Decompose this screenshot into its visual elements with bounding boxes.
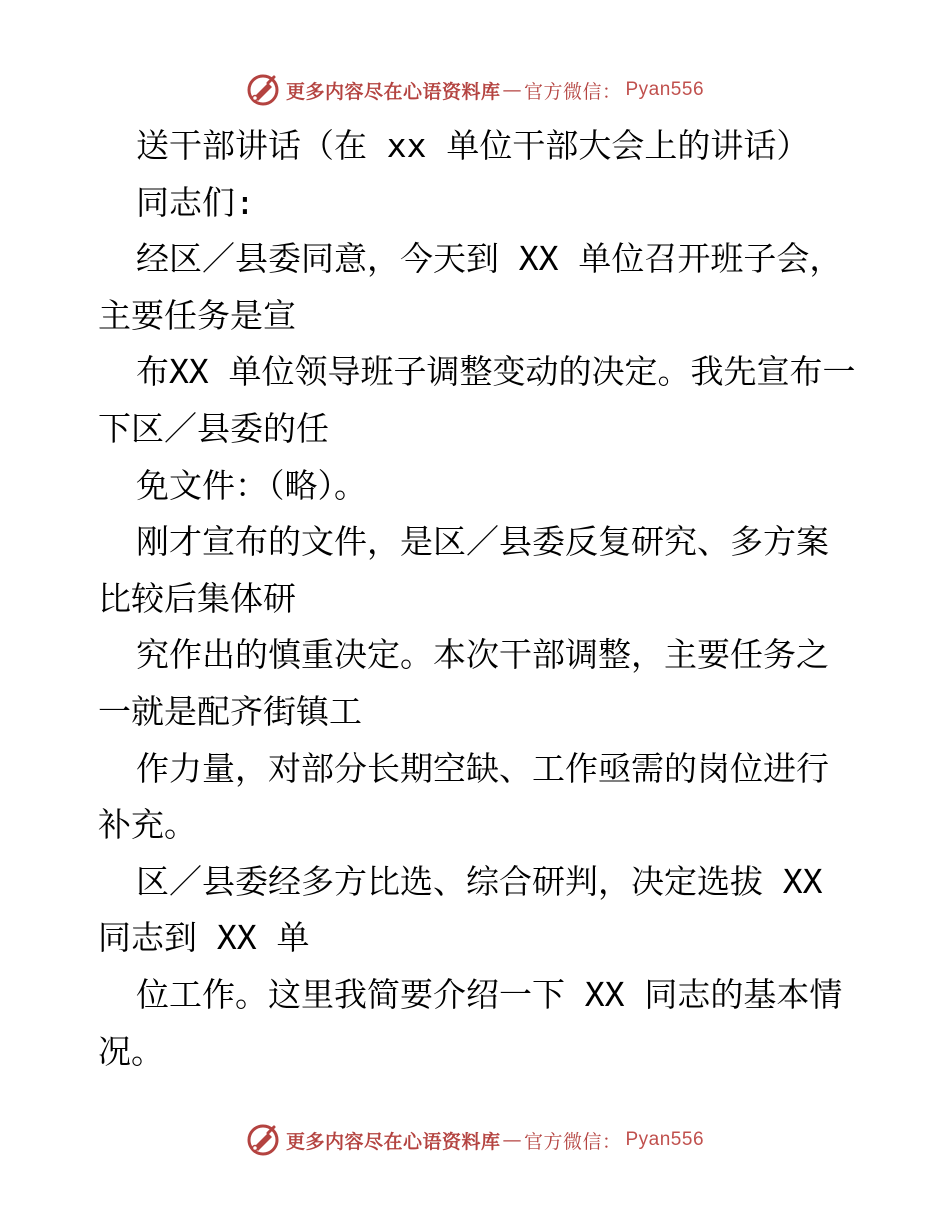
- paragraph: 作力量，对部分长期空缺、工作亟需的岗位进行补充。: [98, 748, 829, 845]
- header-site-name: 更多内容尽在心语资料库: [285, 80, 501, 103]
- paragraph: 经区／县委同意，今天到 XX 单位召开班子会，主要任务是宣: [98, 239, 843, 335]
- paragraph: 免文件：（略）。: [135, 465, 367, 505]
- footer-wechat-account: Pyan556: [625, 1129, 705, 1150]
- paragraph: 区／县委经多方比选、综合研判，决定选拔 XX 同志到 XX 单: [98, 861, 843, 958]
- paragraph: 布XX 单位领导班子调整变动的决定。我先宣布一下区／县委的任: [98, 352, 856, 448]
- header-wechat-label: 官方微信：: [523, 80, 622, 103]
- pen-seal-logo-icon: [246, 73, 280, 107]
- header-banner[interactable]: [0, 70, 950, 110]
- speech-greeting: 同志们:: [135, 182, 255, 222]
- footer-dash: —: [502, 1129, 522, 1151]
- footer-site-name: 更多内容尽在心语资料库: [285, 1130, 501, 1153]
- paragraph: 究作出的慎重决定。本次干部调整，主要任务之一就是配齐街镇工: [98, 635, 829, 731]
- speech-title: 送干部讲话（在 xx 单位干部大会上的讲话）: [135, 126, 810, 165]
- paragraph: 刚才宣布的文件，是区／县委反复研究、多方案比较后集体研: [98, 522, 829, 618]
- speech-body: [98, 118, 858, 1080]
- header-dash: —: [502, 79, 522, 101]
- pen-seal-logo-icon: [246, 1123, 280, 1157]
- footer-banner[interactable]: [0, 1120, 950, 1160]
- header-wechat-account: Pyan556: [625, 79, 705, 100]
- paragraph: 位工作。这里我简要介绍一下 XX 同志的基本情况。: [98, 974, 843, 1071]
- footer-wechat-label: 官方微信：: [523, 1130, 622, 1153]
